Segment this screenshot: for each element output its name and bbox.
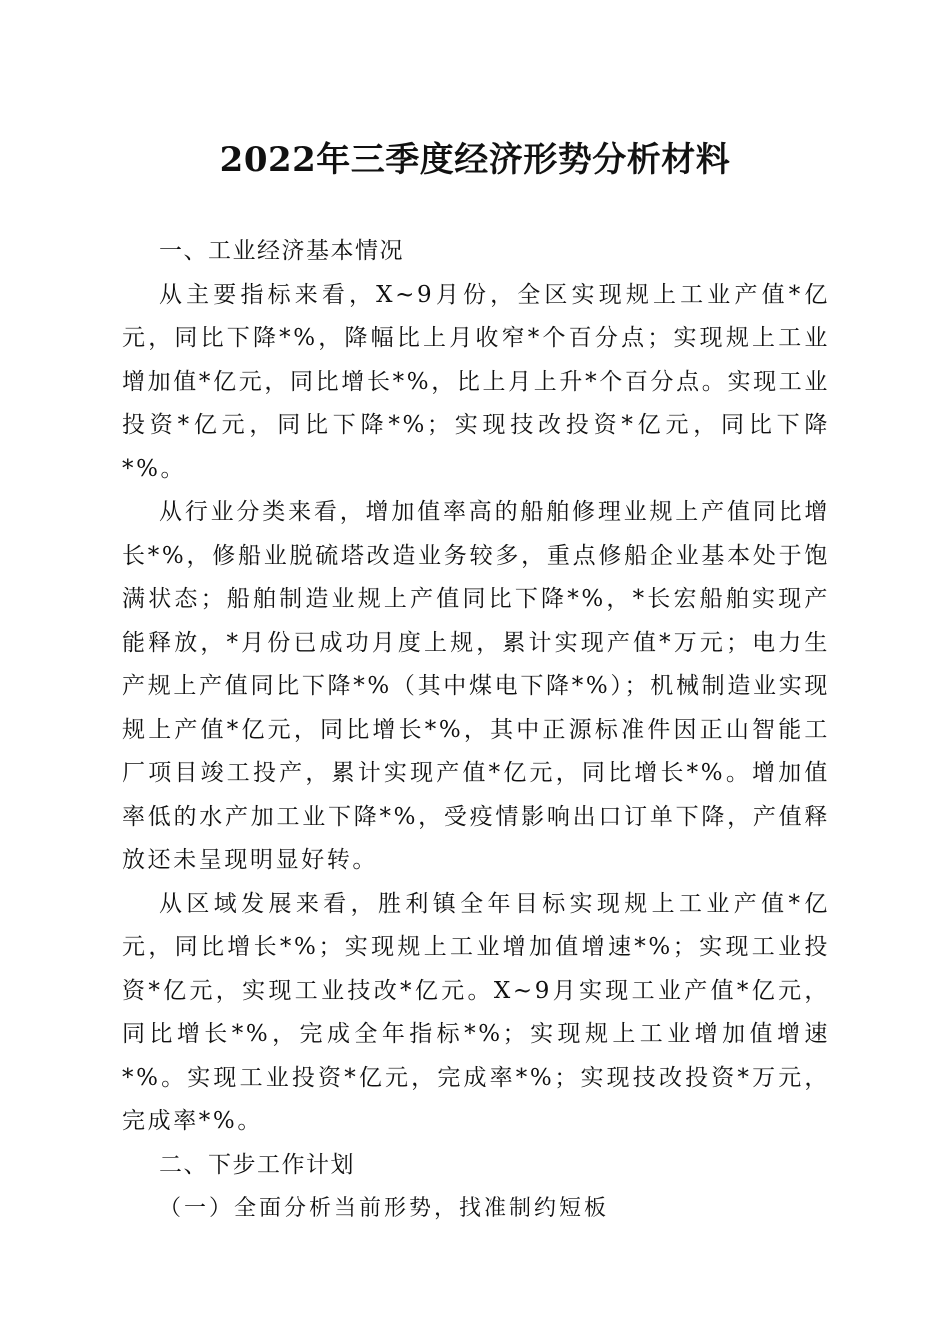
section-2-subheading: （一）全面分析当前形势，找准制约短板 xyxy=(159,1196,610,1221)
document-title: 2022年三季度经济形势分析材料 xyxy=(219,140,731,180)
paragraph-main-indicators: 从主要指标来看，X~9月份，全区实现规上工业产值*亿元，同比下降*%，降幅比上月收窄*个百分点；实现规上工业增加值*亿元，同比增长*%，比上月上升*个百分点。实现工业投资*亿元，同比下降*%；实现技改投资*亿元，同比下降*%。 xyxy=(122,281,830,482)
section-1-heading: 一、工业经济基本情况 xyxy=(159,238,404,264)
document-body xyxy=(122,230,830,1231)
paragraph-industry-classification: 从行业分类来看，增加值率高的船舶修理业规上产值同比增长*%，修船业脱硫塔改造业务较多，重点修船企业基本处于饱满状态；船舶制造业规上产值同比下降*%，*长宏船舶实现产能释放，*月份已成功月度上规，累计实现产值*万元；电力生产规上产值同比下降*%（其中煤电下降*%）；机械制造业实现规上产值*亿元，同比增长*%，其中正源标准件因正山智能工厂项目竣工投产，累计实现产值*亿元，同比增长*%。增加值率低的水产加工业下降*%，受疫情影响出口订单下降，产值释放还未呈现明显好转。 xyxy=(122,499,830,873)
paragraph-regional-development: 从区域发展来看，胜利镇全年目标实现规上工业产值*亿元，同比增长*%；实现规上工业增加值增速*%；实现工业投资*亿元，实现工业技改*亿元。X~9月实现工业产值*亿元，同比增长*%，完成全年指标*%；实现规上工业增加值增速*%。实现工业投资*亿元，完成率*%；实现技改投资*万元，完成率*%。 xyxy=(122,890,830,1134)
section-2-heading: 二、下步工作计划 xyxy=(159,1151,355,1178)
